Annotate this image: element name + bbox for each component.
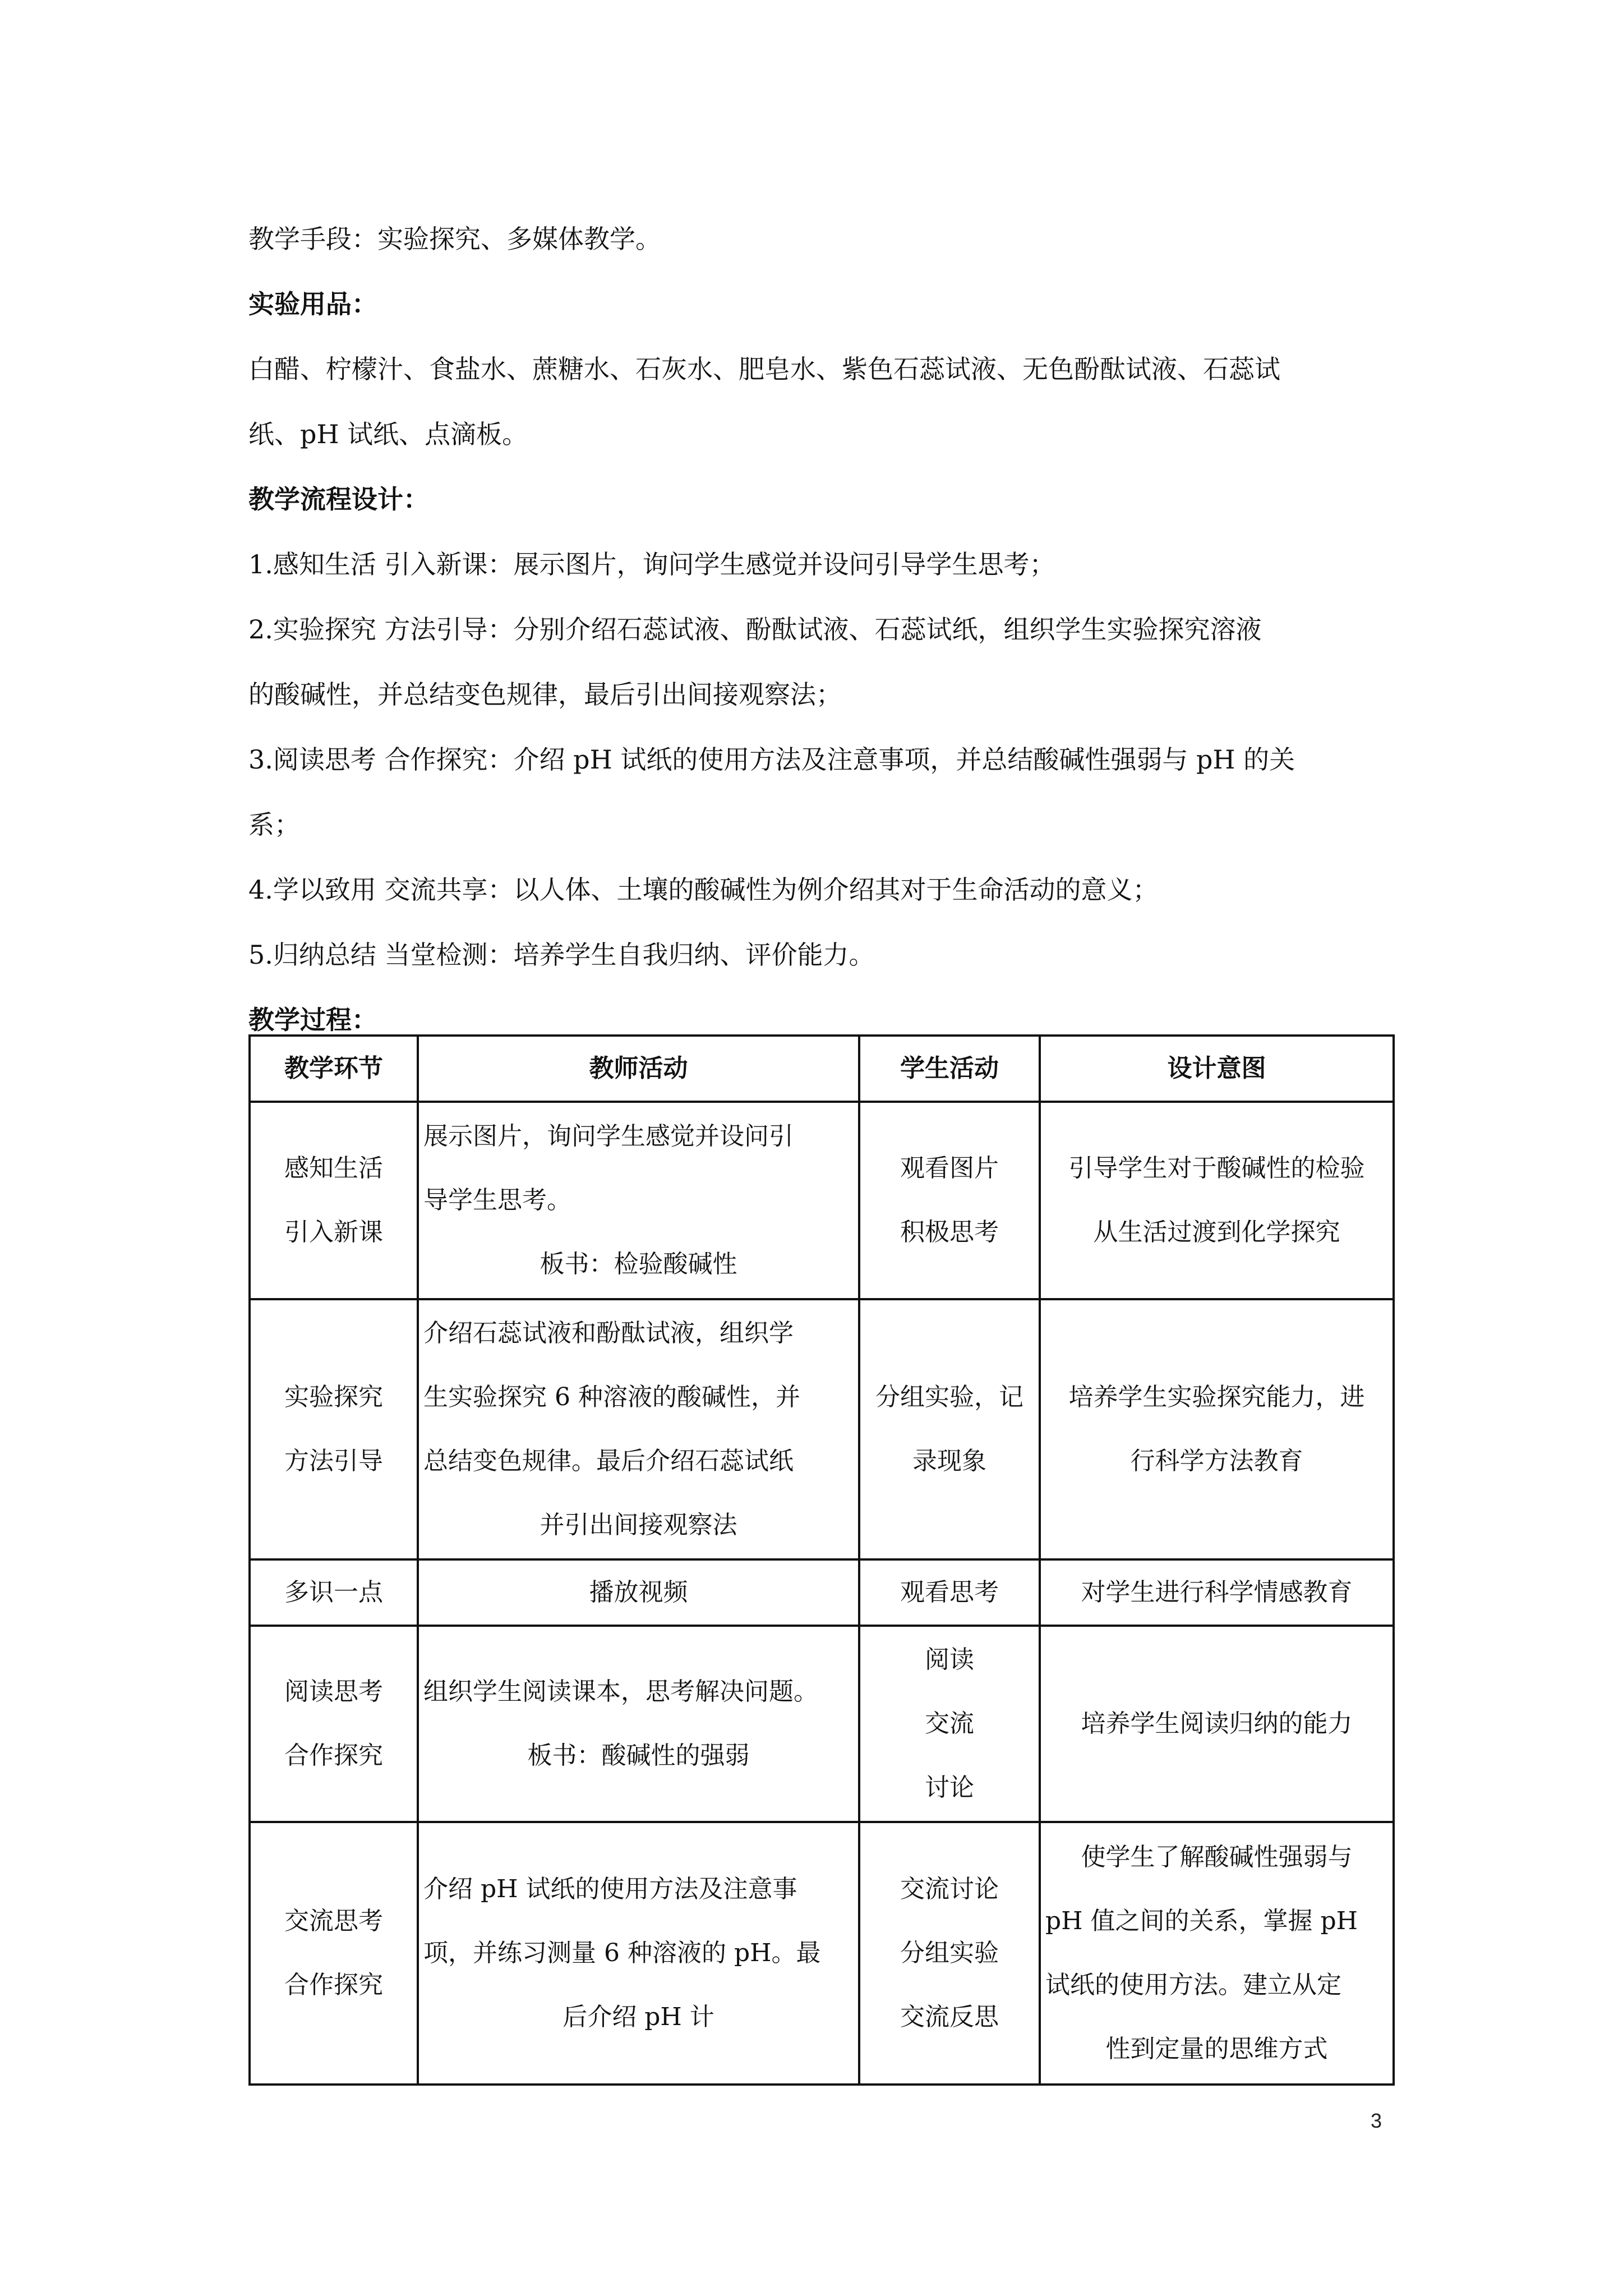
cell-line: 板书：检验酸碱性 [540,1250,737,1278]
cell-line: 阅读思考 [284,1677,383,1706]
cell-line: 实验探究 [284,1383,383,1411]
cell-line: 分组实验，记 [875,1383,1023,1411]
student-activity-cell [859,1626,1040,1822]
cell-line: 交流 [925,1709,974,1738]
cell-line: 试纸的使用方法。建立从定 [1045,1971,1341,1999]
materials-heading: 实验用品： [248,289,377,319]
table-row [250,1559,1394,1626]
cell-line: 展示图片，询问学生感觉并设问引 [423,1122,794,1151]
header-stage: 教学环节 [250,1036,418,1102]
cell-line: 生实验探究 6 种溶液的酸碱性，并 [423,1383,800,1411]
flow-heading: 教学流程设计： [248,484,429,514]
teacher-activity-cell [418,1102,859,1299]
cell-line: 并引出间接观察法 [540,1511,737,1539]
page-number: 3 [1371,2109,1382,2132]
stage-cell [250,1822,418,2085]
cell-line: 观看图片 [900,1154,999,1182]
process-heading: 教学过程： [248,1005,377,1035]
table-row [250,1626,1394,1822]
design-intent-cell [1040,1299,1394,1559]
cell-line: 引入新课 [284,1218,383,1246]
teaching-means: 教学手段：实验探究、多媒体教学。 [248,224,661,254]
materials-line-1: 白醋、柠檬汁、食盐水、蔗糖水、石灰水、肥皂水、紫色石蕊试液、无色酚酞试液、石蕊试 [248,354,1280,384]
cell-line: 讨论 [925,1773,974,1802]
student-activity-cell [859,1102,1040,1299]
cell-line: 交流思考 [284,1907,383,1935]
cell-line: 介绍 pH 试纸的使用方法及注意事 [423,1875,797,1903]
cell-line: 介绍石蕊试液和酚酞试液，组织学 [423,1319,794,1347]
cell-line: 分组实验 [900,1939,999,1967]
table-row [250,1299,1394,1559]
student-activity-cell [859,1299,1040,1559]
cell-line: 交流反思 [900,2003,999,2031]
cell-line: 导学生思考。 [423,1186,571,1214]
teaching-process-table [248,1034,1395,2086]
table-row [250,1102,1394,1299]
cell-line: 项，并练习测量 6 种溶液的 pH。最 [423,1939,821,1967]
table-header-row [250,1036,1394,1102]
header-student-activity: 学生活动 [859,1036,1040,1102]
cell-line: 阅读 [925,1645,974,1674]
stage-cell [250,1626,418,1822]
flow-item-3-line-1: 3.阅读思考 合作探究：介绍 pH 试纸的使用方法及注意事项，并总结酸碱性强弱与 pH 的关 [248,744,1295,775]
cell-line: 感知生活 [284,1154,383,1182]
teacher-activity-cell [418,1626,859,1822]
stage-cell [250,1299,418,1559]
cell-line: 组织学生阅读课本，思考解决问题。 [423,1677,818,1706]
teacher-activity-cell [418,1299,859,1559]
cell-line: 后介绍 pH 计 [562,2003,714,2031]
cell-line: 板书：酸碱性的强弱 [527,1741,750,1770]
cell-line: 交流讨论 [900,1875,999,1903]
cell-line: 性到定量的思维方式 [1105,2035,1328,2063]
teacher-activity-cell: 播放视频 [418,1559,859,1626]
header-design-intent: 设计意图 [1040,1036,1394,1102]
flow-item-4: 4.学以致用 交流共享：以人体、土壤的酸碱性为例介绍其对于生命活动的意义； [248,875,1159,905]
cell-line: 使学生了解酸碱性强弱与 [1081,1843,1353,1871]
cell-line: 合作探究 [284,1741,383,1770]
cell-line: 引导学生对于酸碱性的检验 [1068,1154,1365,1182]
cell-line: 合作探究 [284,1971,383,1999]
design-intent-cell: 对学生进行科学情感教育 [1040,1559,1394,1626]
cell-line: 录现象 [912,1447,986,1475]
cell-line: 行科学方法教育 [1130,1447,1303,1475]
header-teacher-activity: 教师活动 [418,1036,859,1102]
table-row [250,1822,1394,2085]
design-intent-cell [1040,1102,1394,1299]
cell-line: 方法引导 [284,1447,383,1475]
cell-line: 从生活过渡到化学探究 [1093,1218,1340,1246]
cell-line: 培养学生实验探究能力，进 [1068,1383,1365,1411]
cell-line: 总结变色规律。最后介绍石蕊试纸 [423,1447,794,1475]
cell-line: 积极思考 [900,1218,999,1246]
student-activity-cell [859,1822,1040,2085]
flow-item-3-line-2: 系； [248,809,300,840]
cell-line: pH 值之间的关系，掌握 pH [1045,1907,1358,1935]
flow-item-1: 1.感知生活 引入新课：展示图片，询问学生感觉并设问引导学生思考； [248,549,1055,579]
materials-line-2: 纸、pH 试纸、点滴板。 [248,419,528,449]
stage-cell [250,1102,418,1299]
design-intent-cell [1040,1822,1394,2085]
body-text [248,206,1393,1052]
student-activity-cell: 观看思考 [859,1559,1040,1626]
teacher-activity-cell [418,1822,859,2085]
flow-item-2-line-2: 的酸碱性，并总结变色规律，最后引出间接观察法； [248,679,842,710]
flow-item-5: 5.归纳总结 当堂检测：培养学生自我归纳、评价能力。 [248,940,875,970]
design-intent-cell: 培养学生阅读归纳的能力 [1040,1626,1394,1822]
flow-item-2-line-1: 2.实验探究 方法引导：分别介绍石蕊试液、酚酞试液、石蕊试纸，组织学生实验探究溶液 [248,614,1262,645]
stage-cell: 多识一点 [250,1559,418,1626]
